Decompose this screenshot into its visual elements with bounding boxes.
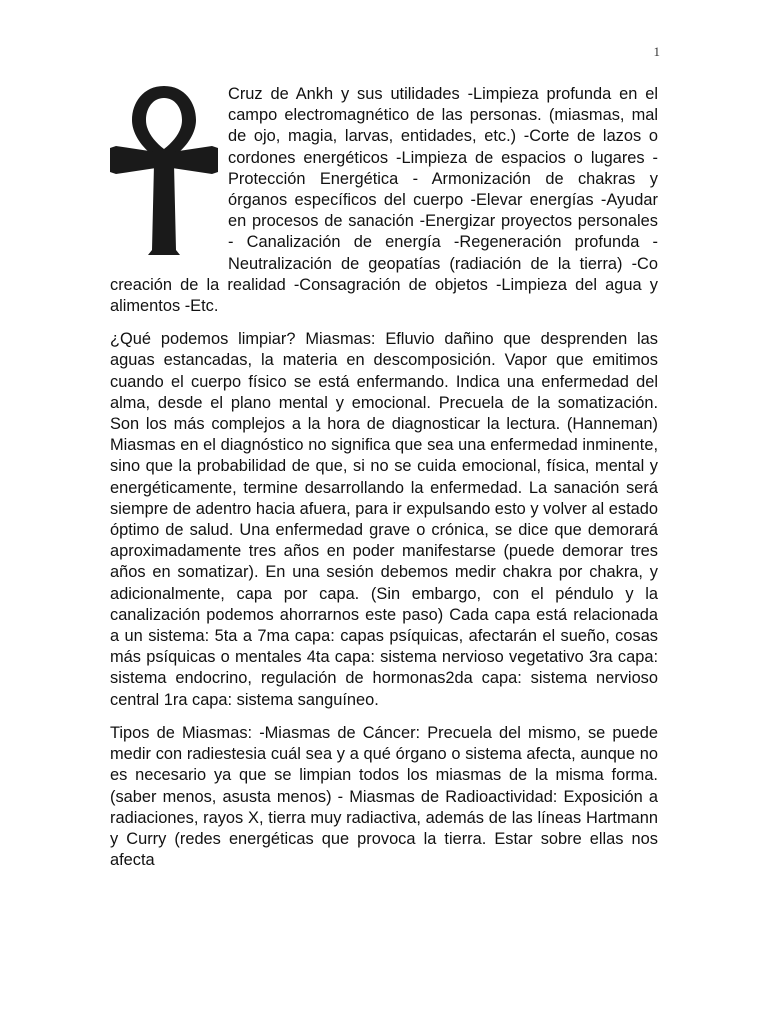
paragraph-miasmas: ¿Qué podemos limpiar? Miasmas: Efluvio dañino que desprenden las aguas estancadas, la materia en descomposición. Vapor que emitimos cuando el cuerpo físico se está enfermando. Indica una enfermedad del alma, desde el plano mental y emocional. Precuela de la somatización. Son los más complejos a la hora de diagnosticar la lectura. (Hanneman) Miasmas en el diagnóstico no significa que sea una enfermedad inminente, sino que la probabilidad de que, si no se cuida emocional, física, mental y energéticamente, termine desarrollando la enfermedad. La sanación será siempre de adentro hacia afuera, para ir expulsando esto y volver al estado óptimo de salud. Una enfermedad grave o crónica, se dice que demorará aproximadamente tres años en poder manifestarse (puede demorar tres años en somatizar). En una sesión debemos medir chakra por chakra, y adicionalmente, capa por capa. (Sin embargo, con el péndulo y la canalización podemos ahorrarnos este paso) Cada capa está relacionada a un sistema: 5ta a 7ma capa: capas psíquicas, afectarán el sueño, cosas más psíquicas o mentales 4ta capa: sistema nervioso vegetativo 3ra capa: sistema endocrino, regulación de hormonas2da capa: sistema nervioso central 1ra capa: sistema sanguíneo.: [110, 330, 658, 709]
ankh-cross-icon: [110, 84, 218, 256]
paragraph-text: Cruz de Ankh y sus utilidades -Limpieza profunda en el campo electromagnético de las personas. (miasmas, mal de ojo, magia, larvas, entidades, etc.) -Corte de lazos o cordones energéticos -Limpieza de espacios o lugares -Protección Energética - Armonización de chakras y órganos específicos del cuerpo -Elevar energías -Ayudar en procesos de sanación -Energizar proyectos personales - Canalización de energía -Regeneración profunda - Neutralización de geopatías (radiación de la tierra) -Co creación de la realidad -Consagración de objetos -Limpieza del agua y alimentos -Etc.: [110, 85, 658, 316]
paragraph-tipos-miasmas: Tipos de Miasmas: -Miasmas de Cáncer: Precuela del mismo, se puede medir con radiestesia cuál sea y a qué órgano o sistema afecta, aunque no es necesario ya que se limpian todos los miasmas de la misma forma. (saber menos, asusta menos) - Miasmas de Radioactividad: Exposición a radiaciones, rayos X, tierra muy radiactiva, además de las líneas Hartmann y Curry (redes energéticas que provoca la tierra. Estar sobre ellas nos afecta: [110, 723, 658, 870]
paragraph-ankh-uses: [110, 84, 658, 317]
page-number: 1: [653, 44, 660, 59]
document-body: [110, 84, 658, 883]
